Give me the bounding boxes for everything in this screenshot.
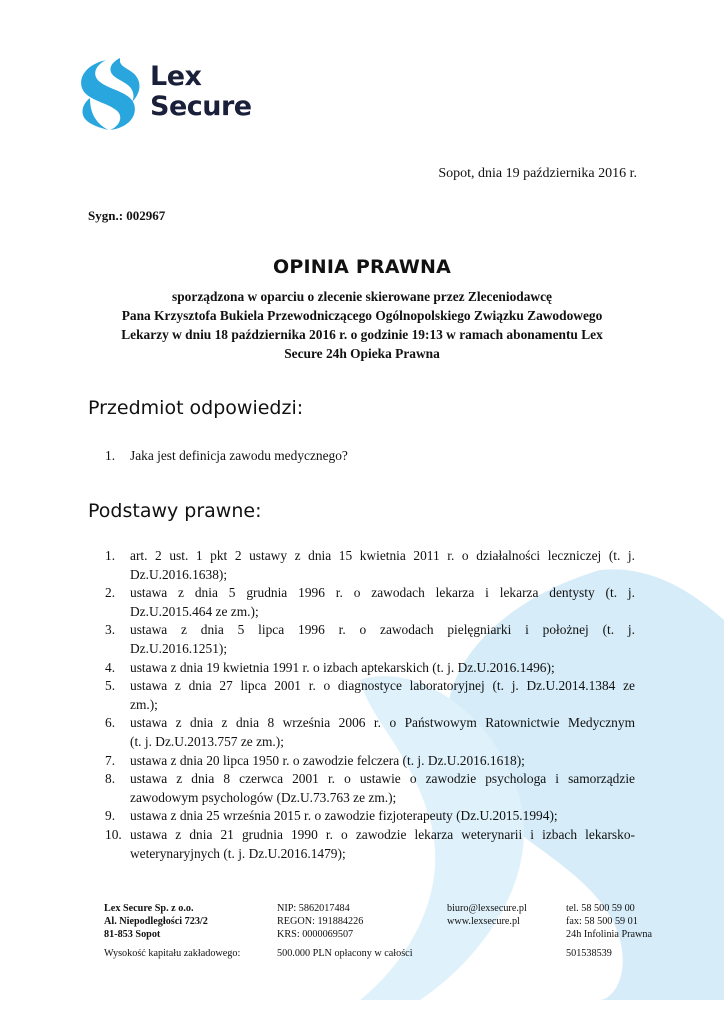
list-item-number: 1.: [105, 548, 116, 563]
list-item-line: Dz.U.2016.1638);: [130, 566, 228, 582]
footer-capital-label: Wysokość kapitału zakładowego:: [104, 948, 241, 959]
list-item-number: 2.: [105, 585, 116, 601]
list-item-line: ustawa z dnia 20 lipca 1950 r. o zawodzie felczera (t. j. Dz.U.2016.1618);: [130, 752, 525, 768]
footer-street: Al. Niepodległości 723/2: [104, 915, 208, 927]
footer-fax: fax: 58 500 59 01: [566, 915, 638, 927]
list-item-line: ustawa z dnia 21 grudnia 1990 r. o zawodzie lekarza weterynarii i izbach lekarsko-: [130, 826, 635, 842]
list-item-line: weterynaryjnych (t. j. Dz.U.2016.1479);: [130, 845, 346, 861]
list-item: [105, 770, 635, 807]
list-item-line: ustawa z dnia 8 czerwca 2001 r. o ustawie o zawodzie psychologa i samorządzie: [130, 771, 635, 787]
list-item: [105, 659, 635, 678]
footer-capital-value: 500.000 PLN opłacony w całości: [277, 948, 413, 959]
list-item: [105, 807, 635, 826]
footer-infolinia: 24h Infolinia Prawna: [566, 928, 653, 940]
footer-nip: NIP: 5862017484: [277, 903, 350, 914]
footer-website-link[interactable]: www.lexsecure.pl: [447, 915, 520, 927]
list-item-number: 7.: [105, 752, 116, 768]
footer-tel: tel. 58 500 59 00: [566, 903, 635, 914]
footer-regon: REGON: 191884226: [277, 915, 364, 927]
list-item-number: 8.: [105, 771, 116, 787]
list-item: [105, 826, 635, 863]
list-item: [105, 621, 635, 658]
list-item-line: (t. j. Dz.U.2013.757 ze zm.);: [130, 733, 284, 749]
subtitle-line: sporządzona w oparciu o zlecenie skierowane przez Zleceniodawcę: [172, 289, 552, 304]
logo-text-secure: Secure: [150, 91, 252, 122]
list-item-line: ustawa z dnia 5 grudnia 1996 r. o zawodach lekarza i lekarza dentysty (t. j.: [130, 585, 635, 601]
legal-basis-list: [105, 547, 635, 863]
footer-krs: KRS: 0000069507: [277, 928, 354, 940]
list-item: [105, 677, 635, 714]
list-item-number: 5.: [105, 678, 116, 694]
list-item-number: 3.: [105, 622, 116, 638]
list-item-number: 1.: [105, 448, 116, 463]
footer-capital-number: 501538539: [566, 948, 612, 959]
subtitle-line: Lekarzy w dniu 18 października 2016 r. o godzinie 19:13 w ramach abonamentu Lex: [121, 327, 603, 342]
list-item-line: zm.);: [130, 696, 158, 712]
list-item: [105, 714, 635, 751]
footer-contact-online: [447, 903, 527, 929]
document-title: OPINIA PRAWNA: [272, 256, 451, 278]
list-item-line: ustawa z dnia 5 lipca 1996 r. o zawodach pielęgniarki i położnej (t. j.: [130, 622, 635, 638]
question-list: [105, 448, 635, 464]
list-item-number: 9.: [105, 808, 116, 824]
footer-registration: [277, 903, 363, 941]
list-item: [105, 547, 635, 584]
list-item-line: ustawa z dnia 25 września 2015 r. o zawodzie fizjoterapeuty (Dz.U.2015.1994);: [130, 808, 558, 824]
logo-text-lex: Lex: [150, 61, 202, 92]
reference-number: Sygn.: 002967: [88, 208, 166, 223]
list-item: [105, 448, 635, 464]
footer-company-address: [104, 903, 208, 941]
lex-secure-logo-icon: [76, 58, 144, 130]
company-logo: [76, 58, 276, 134]
list-item-line: Dz.U.2015.464 ze zm.);: [130, 603, 259, 619]
list-item: [105, 752, 635, 771]
list-item-number: 10.: [105, 826, 122, 842]
subtitle-line: Pana Krzysztofa Bukiela Przewodniczącego Ogólnopolskiego Związku Zawodowego: [121, 308, 603, 323]
list-item-line: art. 2 ust. 1 pkt 2 ustawy z dnia 15 kwietnia 2011 r. o działalności leczniczej (t. j.: [130, 548, 635, 563]
footer-company-name: Lex Secure Sp. z o.o.: [104, 903, 194, 914]
list-item-line: ustawa z dnia 19 kwietnia 1991 r. o izbach aptekarskich (t. j. Dz.U.2016.1496);: [130, 659, 555, 675]
list-item-line: ustawa z dnia z dnia 8 września 2006 r. o Państwowym Ratownictwie Medycznym: [130, 715, 635, 731]
footer-contact-phone: [566, 903, 652, 941]
footer-email-link[interactable]: biuro@lexsecure.pl: [447, 903, 527, 914]
document-subtitle: [96, 287, 628, 363]
list-item-number: 6.: [105, 715, 116, 731]
list-item: [105, 584, 635, 621]
list-item-line: Dz.U.2016.1251);: [130, 640, 228, 656]
section-heading-podstawy: Podstawy prawne:: [88, 500, 262, 522]
list-item-line: ustawa z dnia 27 lipca 2001 r. o diagnostyce laboratoryjnej (t. j. Dz.U.2014.1384 ze: [130, 678, 635, 694]
list-item-text: Jaka jest definicja zawodu medycznego?: [130, 448, 348, 463]
place-and-date: Sopot, dnia 19 października 2016 r.: [438, 166, 637, 181]
subtitle-line: Secure 24h Opieka Prawna: [284, 346, 440, 361]
list-item-number: 4.: [105, 659, 116, 675]
section-heading-przedmiot: Przedmiot odpowiedzi:: [88, 397, 304, 419]
list-item-line: zawodowym psychologów (Dz.U.73.763 ze zm.);: [130, 789, 397, 805]
footer-city: 81-853 Sopot: [104, 928, 161, 940]
